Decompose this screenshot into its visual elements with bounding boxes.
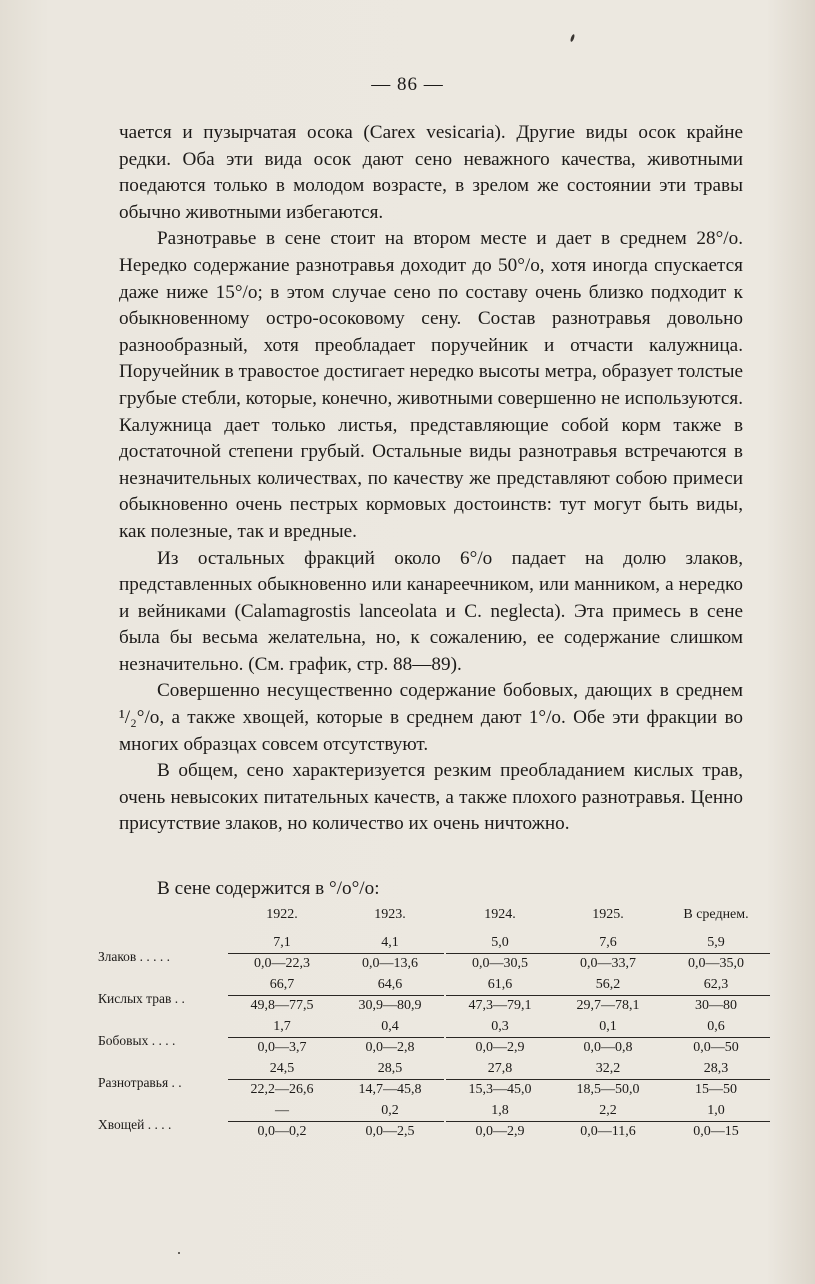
cell-mean: 0,1: [599, 1019, 617, 1034]
paragraph-1: чается и пузырчатая осока (Carex vesicaria). Другие виды осок крайне редки. Оба эти вида осок дают сено неважного качества, животными поедаются только в молодом возрасте, в зрелом же состоянии эти травы обычно животными избегаются.: [119, 122, 743, 223]
table-cell: [556, 975, 660, 1016]
cell-range: 30,9—80,9: [336, 995, 444, 1016]
table-cell: [230, 975, 334, 1016]
cell-range: 0,0—35,0: [662, 953, 770, 974]
cell-range: 18,5—50,0: [554, 1079, 662, 1100]
cell-range: 49,8—77,5: [228, 995, 336, 1016]
table-cell: [556, 1017, 660, 1058]
body-text: [119, 120, 743, 838]
table-cell: [230, 1017, 334, 1058]
cell-mean: 56,2: [595, 977, 621, 992]
table-cell: [230, 933, 334, 974]
composition-table: [98, 907, 768, 1143]
cell-mean: 64,6: [377, 977, 403, 992]
column-header: В среднем.: [683, 907, 749, 922]
cell-range: 30—80: [662, 995, 770, 1016]
cell-range: 22,2—26,6: [228, 1079, 336, 1100]
table-cell: [664, 1101, 768, 1142]
table-row: [98, 1101, 768, 1143]
table-header: [98, 907, 768, 933]
cell-mean: 24,5: [269, 1061, 295, 1076]
table-cell: [556, 1101, 660, 1142]
cell-range: 0,0—3,7: [228, 1037, 336, 1058]
cell-range: 14,7—45,8: [336, 1079, 444, 1100]
table-cell: [664, 975, 768, 1016]
table-cell: [556, 1059, 660, 1100]
table-cell: [338, 1017, 442, 1058]
cell-mean: 61,6: [487, 977, 513, 992]
cell-range: 0,0—2,8: [336, 1037, 444, 1058]
paragraph-3: Из остальных фракций около 6°/o падает на долю злаков, представленных обыкновенно или канареечником, или манником, а нередко и вейниками (Calamagrostis lanceolata и C. neglecta). Эта примесь в сене была бы весьма желательна, но, к сожалению, ее содержание слишком незначительно. (См. график, стр. 88—89).: [119, 547, 743, 675]
cell-range: 29,7—78,1: [554, 995, 662, 1016]
row-label: Хвощей . . . .: [98, 1117, 172, 1132]
cell-range: 0,0—2,9: [446, 1121, 554, 1142]
table-row: [98, 1059, 768, 1101]
cell-range: 0,0—30,5: [446, 953, 554, 974]
table-cell: [230, 1101, 334, 1142]
cell-mean: 7,6: [599, 935, 617, 950]
cell-mean: 0,6: [707, 1019, 725, 1034]
table-cell: [556, 933, 660, 974]
cell-mean: 28,3: [703, 1061, 729, 1076]
table-cell: [338, 1101, 442, 1142]
cell-range: 0,0—15: [662, 1121, 770, 1142]
cell-range: 0,0—13,6: [336, 953, 444, 974]
column-header: 1925.: [592, 907, 624, 922]
cell-range: 0,0—0,8: [554, 1037, 662, 1058]
cell-range: 47,3—79,1: [446, 995, 554, 1016]
table-intro: В сене содержится в °/o°/o:: [157, 878, 380, 899]
table-row: [98, 933, 768, 975]
cell-mean: 32,2: [595, 1061, 621, 1076]
table-cell: [338, 933, 442, 974]
column-header: 1923.: [374, 907, 406, 922]
cell-range: 15—50: [662, 1079, 770, 1100]
table-cell: [664, 1017, 768, 1058]
table-row: [98, 975, 768, 1017]
cell-mean: 1,8: [491, 1103, 509, 1118]
cell-range: 15,3—45,0: [446, 1079, 554, 1100]
cell-mean: 1,7: [273, 1019, 291, 1034]
table-row: [98, 1017, 768, 1059]
table-cell: [448, 1101, 552, 1142]
cell-mean: 2,2: [599, 1103, 617, 1118]
cell-range: 0,0—0,2: [228, 1121, 336, 1142]
row-label: Разнотравья . .: [98, 1075, 182, 1090]
page-number: — 86 —: [371, 74, 444, 95]
table-cell: [448, 1059, 552, 1100]
cell-mean: 66,7: [269, 977, 295, 992]
cell-range: 0,0—22,3: [228, 953, 336, 974]
table-cell: [338, 975, 442, 1016]
ink-speck: [178, 1252, 180, 1254]
cell-mean: 27,8: [487, 1061, 513, 1076]
cell-range: 0,0—2,9: [446, 1037, 554, 1058]
cell-mean: 5,0: [491, 935, 509, 950]
table-cell: [448, 975, 552, 1016]
cell-mean: 5,9: [707, 935, 725, 950]
table-cell: [338, 1059, 442, 1100]
table-cell: [230, 1059, 334, 1100]
cell-mean: 28,5: [377, 1061, 403, 1076]
table-cell: [448, 933, 552, 974]
cell-range: 0,0—50: [662, 1037, 770, 1058]
ink-speck: [570, 34, 576, 43]
cell-mean: 62,3: [703, 977, 729, 992]
cell-mean: 0,4: [381, 1019, 399, 1034]
cell-range: 0,0—2,5: [336, 1121, 444, 1142]
row-label: Кислых трав . .: [98, 991, 185, 1006]
cell-mean: —: [275, 1103, 289, 1118]
row-label: Бобовых . . . .: [98, 1033, 176, 1048]
cell-range: 0,0—11,6: [554, 1121, 662, 1142]
cell-mean: 1,0: [707, 1103, 725, 1118]
row-label: Злаков . . . . .: [98, 949, 171, 964]
cell-range: 0,0—33,7: [554, 953, 662, 974]
cell-mean: 7,1: [273, 935, 291, 950]
table-cell: [664, 1059, 768, 1100]
cell-mean: 0,2: [381, 1103, 399, 1118]
table-cell: [448, 1017, 552, 1058]
cell-mean: 4,1: [381, 935, 399, 950]
paragraph-4: Совершенно несущественно содержание бобовых, дающих в среднем ¹/₂°/o, а также хвощей, которые в среднем дают 1°/o. Обе эти фракции во многих образцах совсем отсутствуют.: [119, 680, 743, 755]
table-cell: [664, 933, 768, 974]
paragraph-2: Разнотравье в сене стоит на втором месте и дает в среднем 28°/o. Нередко содержание разнотравья доходит до 50°/o, хотя иногда спускается даже ниже 15°/o; в этом случае сено по составу очень близко подходит к обыкновенному остро-осоковому сену. Состав разнотравья довольно разнообразный, хотя преобладает поручейник и отчасти калужница. Поручейник в травостое достигает нередко высоты метра, образует толстые грубые стебли, которые, конечно, животными совершенно не используются. Калужница дает только листья, представляющие собой корм также в достаточной степени грубый. Остальные виды разнотравья встречаются в незначительных количествах, по качеству же представляют собою примеси обыкновенно очень пестрых кормовых достоинств: тут могут быть виды, как полезные, так и вредные.: [119, 228, 743, 542]
column-header: 1922.: [266, 907, 298, 922]
column-header: 1924.: [484, 907, 516, 922]
cell-mean: 0,3: [491, 1019, 509, 1034]
paragraph-5: В общем, сено характеризуется резким преобладанием кислых трав, очень невысоких питательных качеств, а также плохого разнотравья. Ценно присутствие злаков, но количество их очень ничтожно.: [119, 760, 743, 835]
